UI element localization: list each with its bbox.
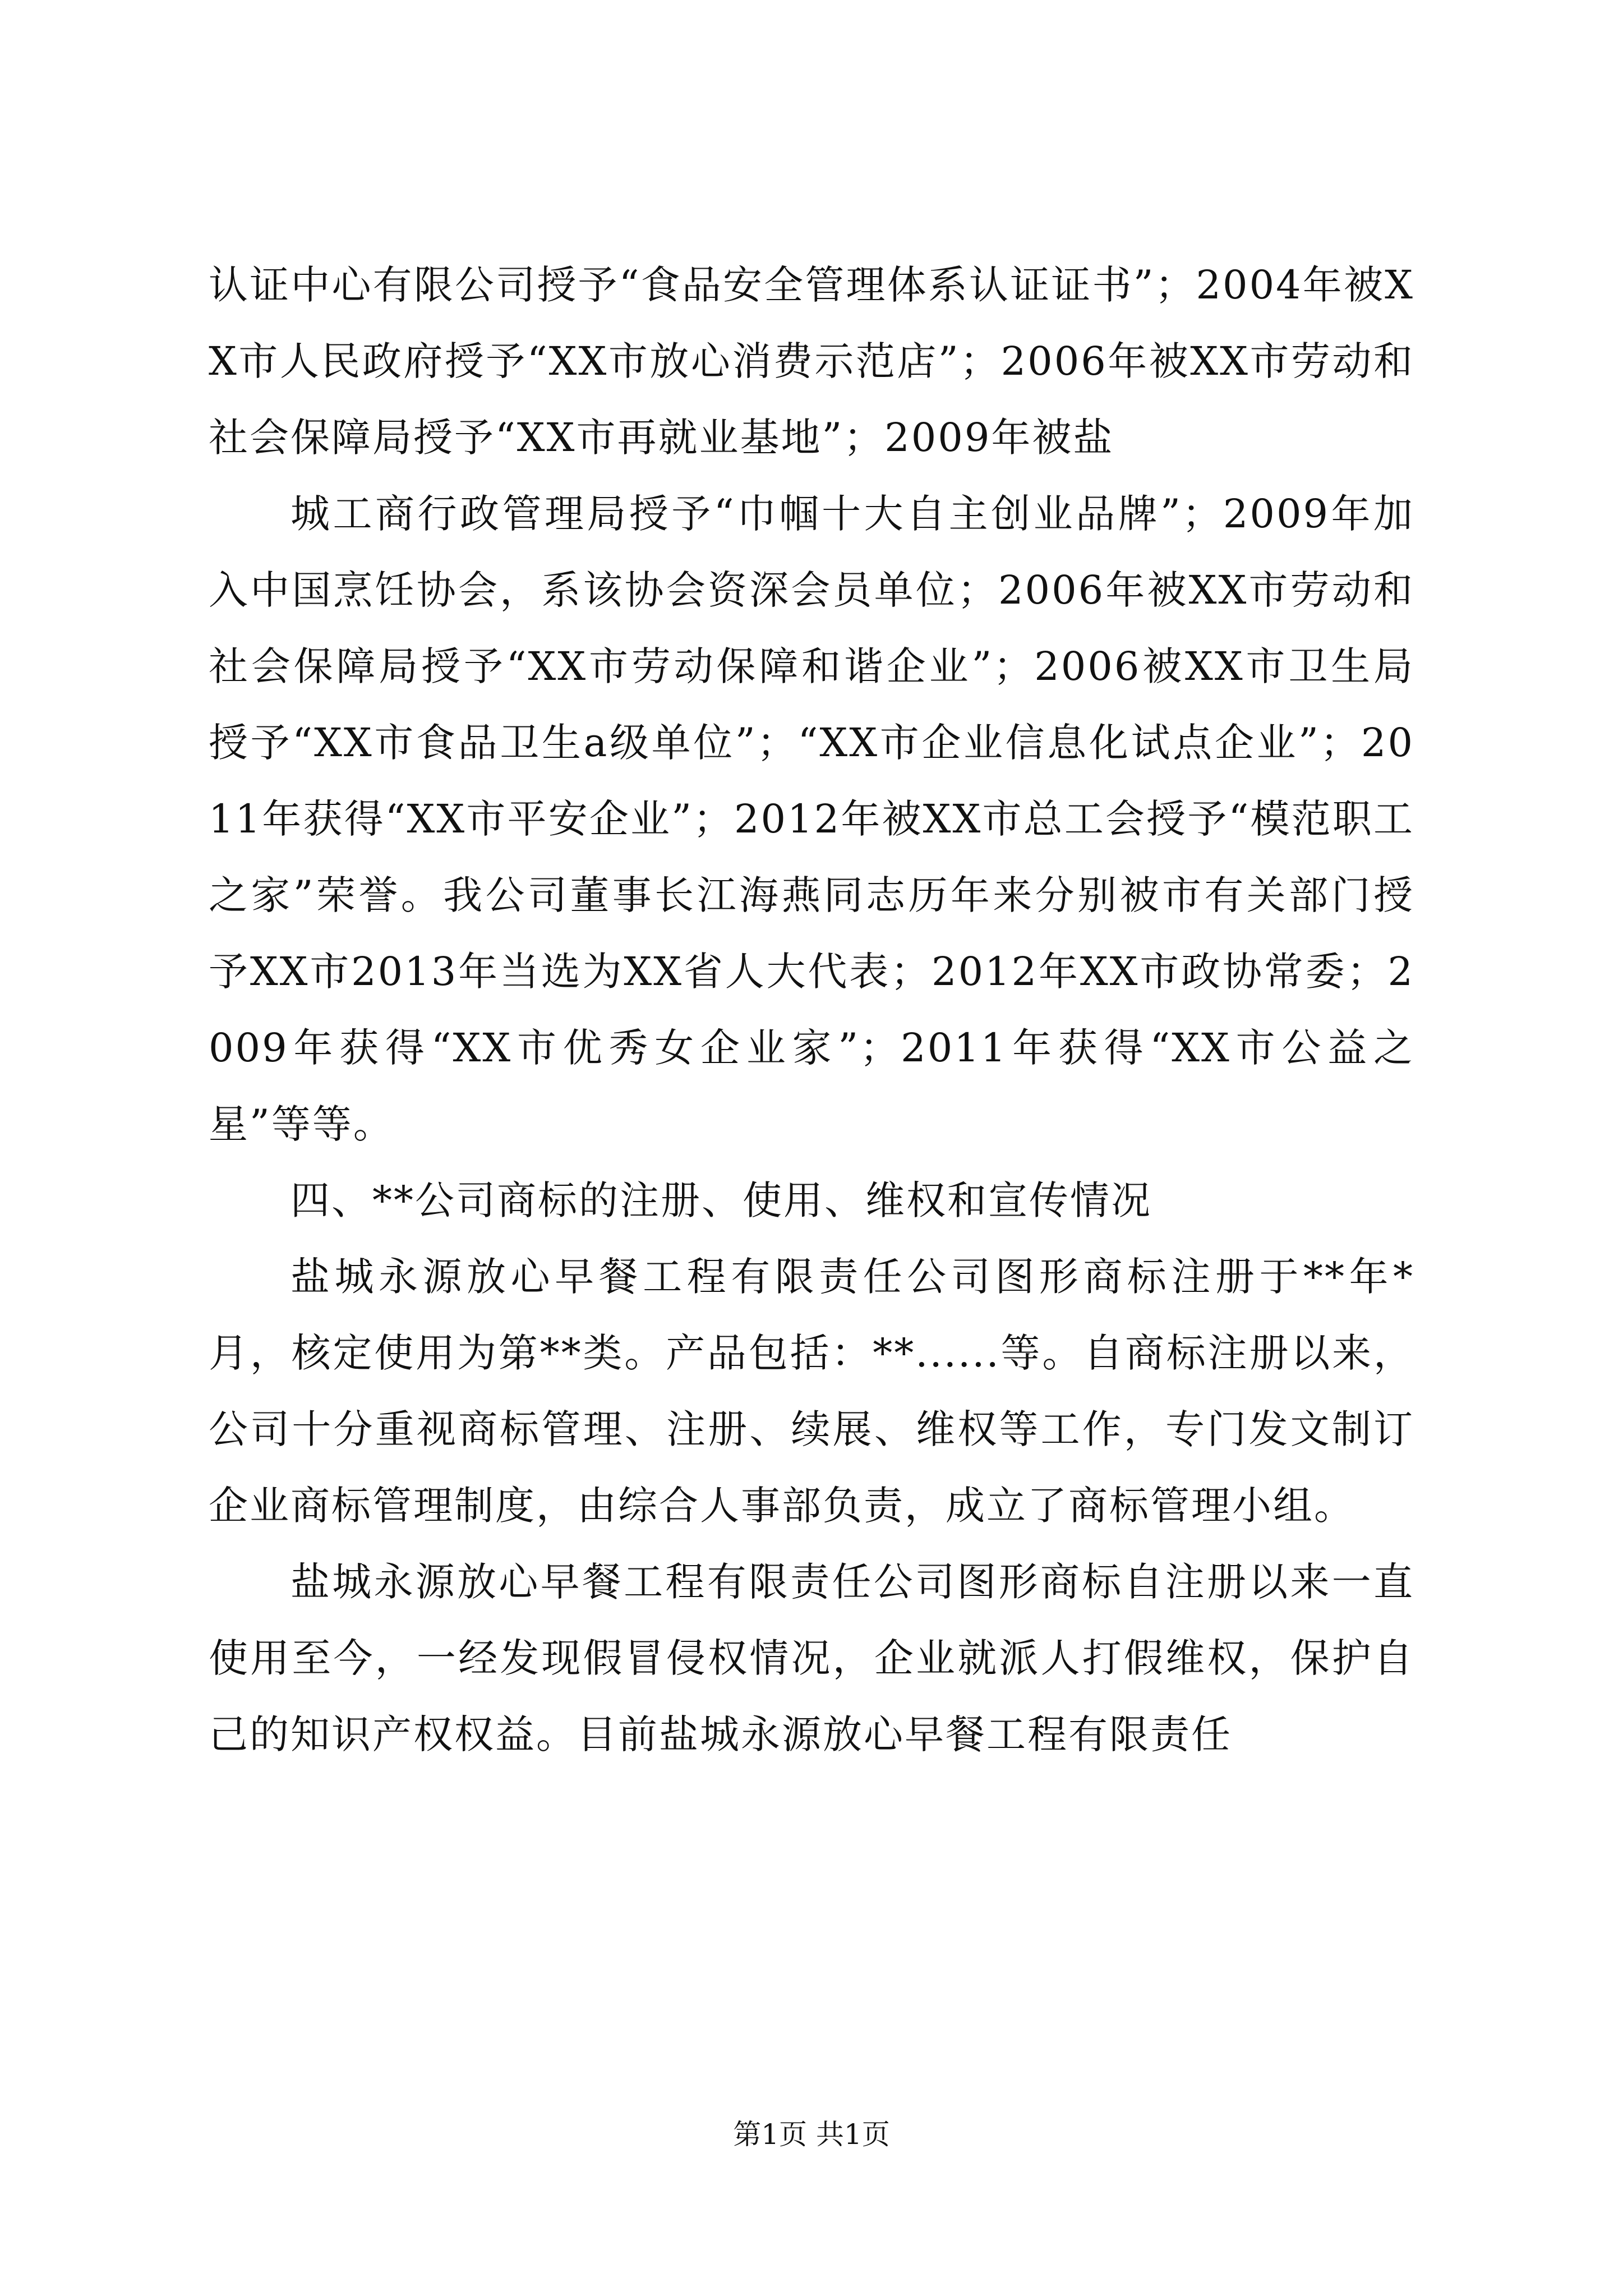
document-body [209,247,1414,1773]
paragraph-4: 盐城永源放心早餐工程有限责任公司图形商标自注册以来一直使用至今，一经发现假冒侵权情况，企业就派人打假维权，保护自己的知识产权权益。目前盐城永源放心早餐工程有限责任 [209,1559,1414,1757]
paragraph-3: 盐城永源放心早餐工程有限责任公司图形商标注册于**年*月，核定使用为第**类。产品包括：**......等。自商标注册以来，公司十分重视商标管理、注册、续展、维权等工作，专门发文制订企业商标管理制度，由综合人事部负责，成立了商标管理小组。 [209,1254,1414,1529]
paragraph-2: 城工商行政管理局授予“巾帼十大自主创业品牌”；2009年加入中国烹饪协会，系该协会资深会员单位；2006年被XX市劳动和社会保障局授予“XX市劳动保障和谐企业”；2006被XX市卫生局授予“XX市食品卫生a级单位”；“XX市企业信息化试点企业”；2011年获得“XX市平安企业”；2012年被XX市总工会授予“模范职工之家”荣誉。我公司董事长江海燕同志历年来分别被市有关部门授予XX市2013年当选为XX省人大代表；2012年XX市政协常委；2009年获得“XX市优秀女企业家”；2011年获得“XX市公益之星”等等。 [209,491,1414,1147]
section-heading: 四、**公司商标的注册、使用、维权和宣传情况 [291,1177,1152,1223]
page-number-footer: 第1页 共1页 [733,2118,890,2151]
paragraph-1: 认证中心有限公司授予“食品安全管理体系认证证书”；2004年被XX市人民政府授予“XX市放心消费示范店”；2006年被XX市劳动和社会保障局授予“XX市再就业基地”；2009年被盐 [209,262,1414,461]
